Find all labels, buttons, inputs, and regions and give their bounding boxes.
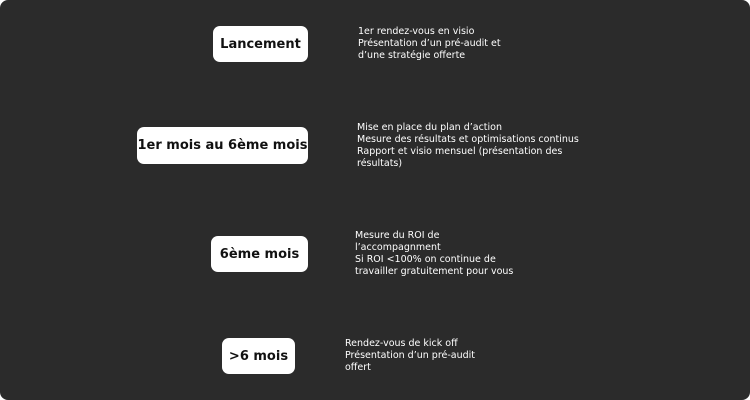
description-line: Si ROI <100% on continue de: [355, 254, 496, 265]
step-description-after-6-months: [345, 338, 475, 374]
description-line: d’une stratégie offerte: [358, 50, 466, 61]
step-label-after-6-months: >6 mois: [222, 338, 295, 374]
description-line: Présentation d’un pré-audit: [345, 350, 476, 361]
step-description-month-1-to-6: [357, 122, 579, 170]
step-label-month-1-to-6: 1er mois au 6ème mois: [137, 127, 308, 164]
description-line: Mise en place du plan d’action: [357, 122, 503, 133]
description-line: l’accompagnment: [355, 242, 441, 253]
description-line: Rendez-vous de kick off: [345, 338, 458, 349]
step-description-month-6: [355, 230, 513, 278]
description-line: Mesure du ROI de: [355, 230, 440, 241]
description-line: travailler gratuitement pour vous: [355, 266, 514, 277]
step-label-month-6: 6ème mois: [211, 236, 308, 272]
description-line: Mesure des résultats et optimisations continus: [357, 134, 579, 145]
step-description-lancement: [358, 26, 501, 62]
description-line: 1er rendez-vous en visio: [358, 26, 475, 37]
description-line: Présentation d’un pré-audit et: [358, 38, 501, 49]
step-label-lancement: Lancement: [213, 26, 308, 62]
description-line: résultats): [357, 158, 403, 169]
description-line: offert: [345, 362, 371, 373]
description-line: Rapport et visio mensuel (présentation des: [357, 146, 563, 157]
